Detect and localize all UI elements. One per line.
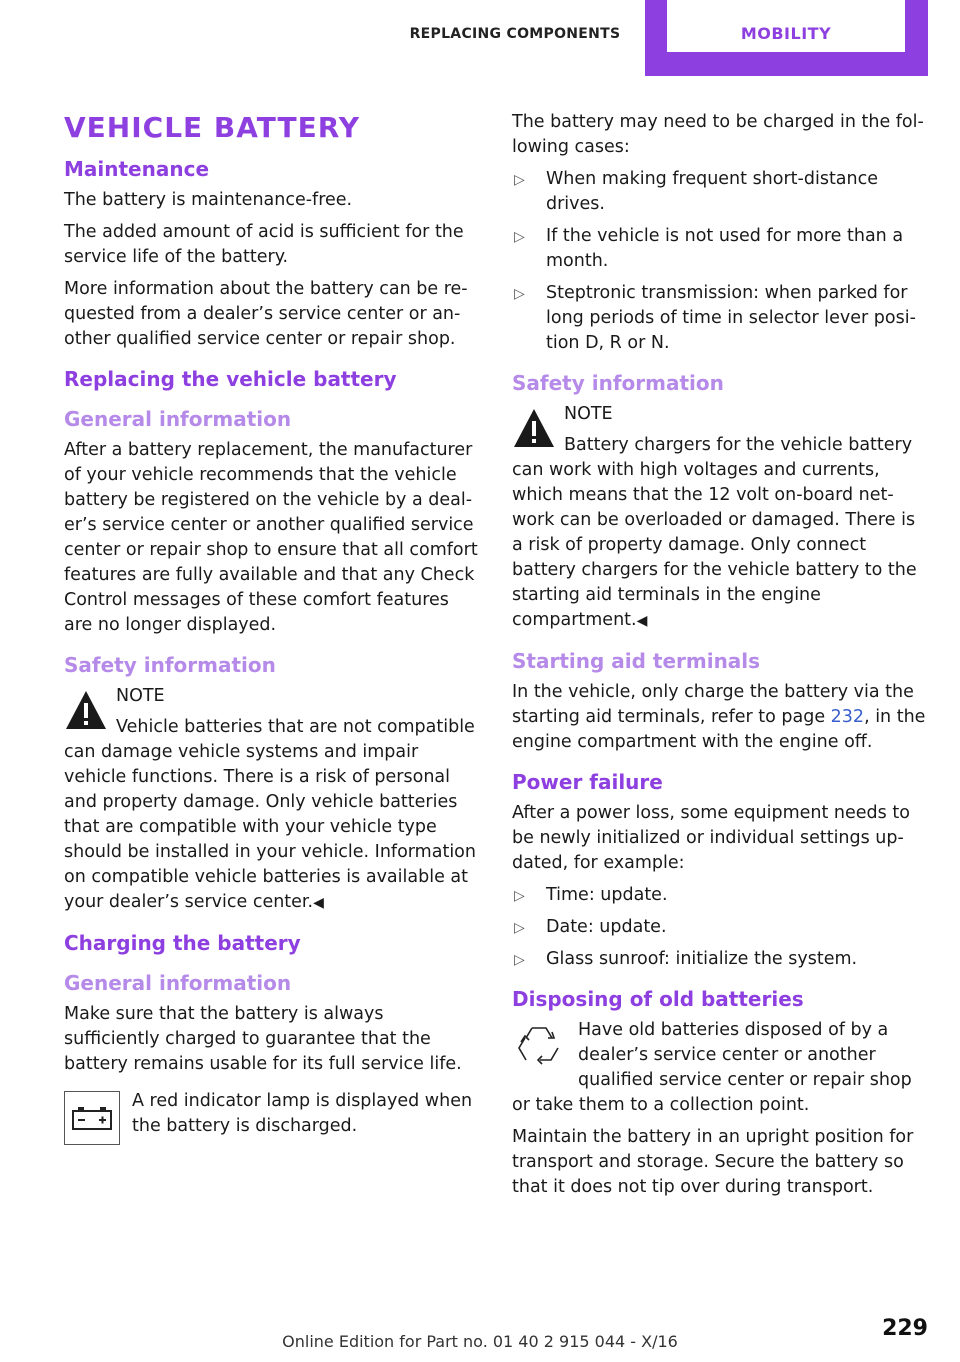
warning-icon xyxy=(512,406,556,450)
end-mark: ◀ xyxy=(313,895,324,911)
general-info-heading: General information xyxy=(64,407,292,431)
disposing-heading: Disposing of old batteries xyxy=(512,987,804,1011)
replacing-heading: Replacing the vehicle battery xyxy=(64,367,397,391)
charging-heading: Charging the battery xyxy=(64,931,301,955)
safety-heading-2: Safety information xyxy=(512,371,724,395)
list-item: ▷ Steptronic transmission: when parked for long periods of time in selector lever position D, R or N. xyxy=(514,283,916,353)
safety-note xyxy=(64,684,480,916)
left-column xyxy=(64,110,480,1151)
list-item: ▷ Time: update. xyxy=(514,885,668,905)
note-text: Battery chargers for the vehicle battery can work with high voltages and currents, which means that the 12 volt on-board network can be overloaded or damaged. There is a risk of property damage. Only connect battery chargers for the vehicle battery to the starting aid terminals in the engine compartment. xyxy=(512,435,917,630)
note-text: Vehicle batteries that are not compatible can damage vehicle systems and impair vehicle functions. There is a risk of personal and property damage. Only vehicle batteries that are compatible with your vehicle type should be installed in your vehicle. Information on compatible vehicle batteries is available at your dealer’s service center. xyxy=(64,717,476,912)
list-item: ▷ Date: update. xyxy=(514,917,667,937)
general-info-text: After a battery replacement, the manufacturer of your vehicle recommends that the vehicle battery be registered on the vehicle by a dealer’s service center or another qualified service center or repair shop to ensure that all comfort features are fully available and that any Check Control messages of these comfort features are no longer displayed. xyxy=(64,440,478,635)
power-failure-text: After a power loss, some equipment needs to be newly initialized or individual settings updated, for example: xyxy=(512,803,910,873)
footer-edition: Online Edition for Part no. 01 40 2 915 044 - X/16 xyxy=(282,1332,678,1351)
maintenance-heading: Maintenance xyxy=(64,157,210,181)
charging-text: Make sure that the battery is always sufficiently charged to guarantee that the battery remains usable for its full service life. xyxy=(64,1004,462,1074)
note-label: NOTE xyxy=(116,686,165,706)
list-item: ▷ If the vehicle is not used for more than a month. xyxy=(514,226,904,271)
maintenance-text-3: More information about the battery can be requested from a dealer’s service center or another qualified service center or repair shop. xyxy=(64,279,468,349)
power-failure-heading: Power failure xyxy=(512,770,663,794)
upright-text: Maintain the battery in an upright position for transport and storage. Secure the battery so that it does not tip over during transport. xyxy=(512,1127,914,1197)
maintenance-text-1: The battery is maintenance-free. xyxy=(64,190,353,210)
page-number: 229 xyxy=(882,1316,928,1341)
end-mark: ◀ xyxy=(636,613,648,629)
charge-cases-intro: The battery may need to be charged in the following cases: xyxy=(512,112,924,157)
page-link[interactable]: 232 xyxy=(830,707,865,727)
list-item: ▷ When making frequent short-distance drives. xyxy=(514,169,879,214)
general-info-heading-2: General information xyxy=(64,971,292,995)
starting-aid-text: In the vehicle, only charge the battery via the starting aid terminals, refer to page 232, in the engine compartment with the engine off. xyxy=(512,682,926,752)
running-header: REPLACING COMPONENTS xyxy=(409,26,621,42)
chapter-tab xyxy=(645,0,928,76)
recycle-icon xyxy=(512,1020,566,1074)
note-label: NOTE xyxy=(564,404,613,424)
maintenance-text-2: The added amount of acid is sufficient for the service life of the battery. xyxy=(64,222,464,267)
page-title: VEHICLE BATTERY xyxy=(64,111,361,144)
indicator-text: A red indicator lamp is displayed when the battery is discharged. xyxy=(132,1091,473,1136)
safety-heading: Safety information xyxy=(64,653,276,677)
starting-aid-heading: Starting aid terminals xyxy=(512,649,761,673)
right-column xyxy=(512,110,928,1207)
warning-icon xyxy=(64,688,108,732)
battery-indicator-icon xyxy=(64,1091,120,1145)
chapter-tab-label: MOBILITY xyxy=(740,24,832,43)
disposing-text: Have old batteries disposed of by a dealer’s service center or another qualified service center or repair shop or take them to a collection point. xyxy=(512,1020,912,1115)
safety-note-2 xyxy=(512,402,928,634)
list-item: ▷ Glass sunroof: initialize the system. xyxy=(514,949,858,969)
